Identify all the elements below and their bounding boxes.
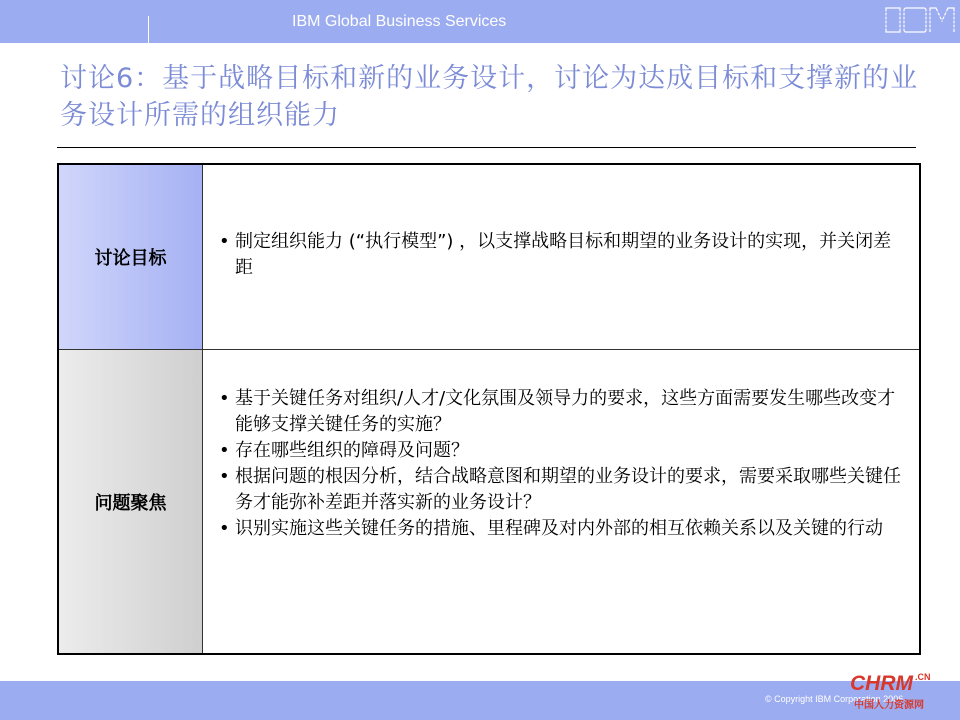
row-label-focus: 问题聚焦 bbox=[59, 350, 203, 653]
header-bar bbox=[0, 0, 960, 43]
bullet-icon: • bbox=[219, 440, 230, 461]
bullet-icon: • bbox=[219, 231, 230, 252]
row-label-objective: 讨论目标 bbox=[59, 165, 203, 349]
list-item: • 制定组织能力 (“执行模型”) ，以支撑战略目标和期望的业务设计的实现，并关闭差距 bbox=[219, 231, 892, 278]
page-title: 讨论6：基于战略目标和新的业务设计，讨论为达成目标和支撑新的业务设计所需的组织能力 bbox=[60, 63, 919, 131]
watermark-subtitle: 中国人力资源网 bbox=[854, 700, 924, 711]
list-item: • 根据问题的根因分析，结合战略意图和期望的业务设计的要求，需要采取哪些关键任务才能弥补差距并落实新的业务设计？ bbox=[219, 466, 901, 513]
copyright-text: © Copyright IBM Corporation 2006 bbox=[765, 694, 904, 704]
table-row-focus bbox=[59, 350, 919, 653]
list-item: • 存在哪些组织的障碍及问题？ bbox=[219, 438, 903, 464]
row-content-objective bbox=[219, 229, 903, 281]
watermark-logo: CHRM $^{.CN}$ bbox=[850, 672, 931, 695]
ibm-logo-icon bbox=[884, 5, 956, 35]
bullet-icon: • bbox=[219, 466, 230, 487]
footer-bar bbox=[0, 672, 960, 720]
title-divider bbox=[57, 147, 916, 148]
bullet-icon: • bbox=[219, 518, 230, 539]
list-item: • 基于关键任务对组织/人才/文化氛围及领导力的要求，这些方面需要发生哪些改变才能够支撑关键任务的实施？ bbox=[219, 388, 896, 435]
discussion-table bbox=[57, 163, 921, 655]
header-divider bbox=[148, 16, 149, 43]
org-name: IBM Global Business Services bbox=[292, 13, 507, 30]
table-row-objective bbox=[59, 165, 919, 350]
list-item: • 识别实施这些关键任务的措施、里程碑及对内外部的相互依赖关系以及关键的行动 bbox=[219, 516, 903, 542]
row-content-focus bbox=[219, 386, 903, 542]
bullet-icon: • bbox=[219, 388, 230, 409]
